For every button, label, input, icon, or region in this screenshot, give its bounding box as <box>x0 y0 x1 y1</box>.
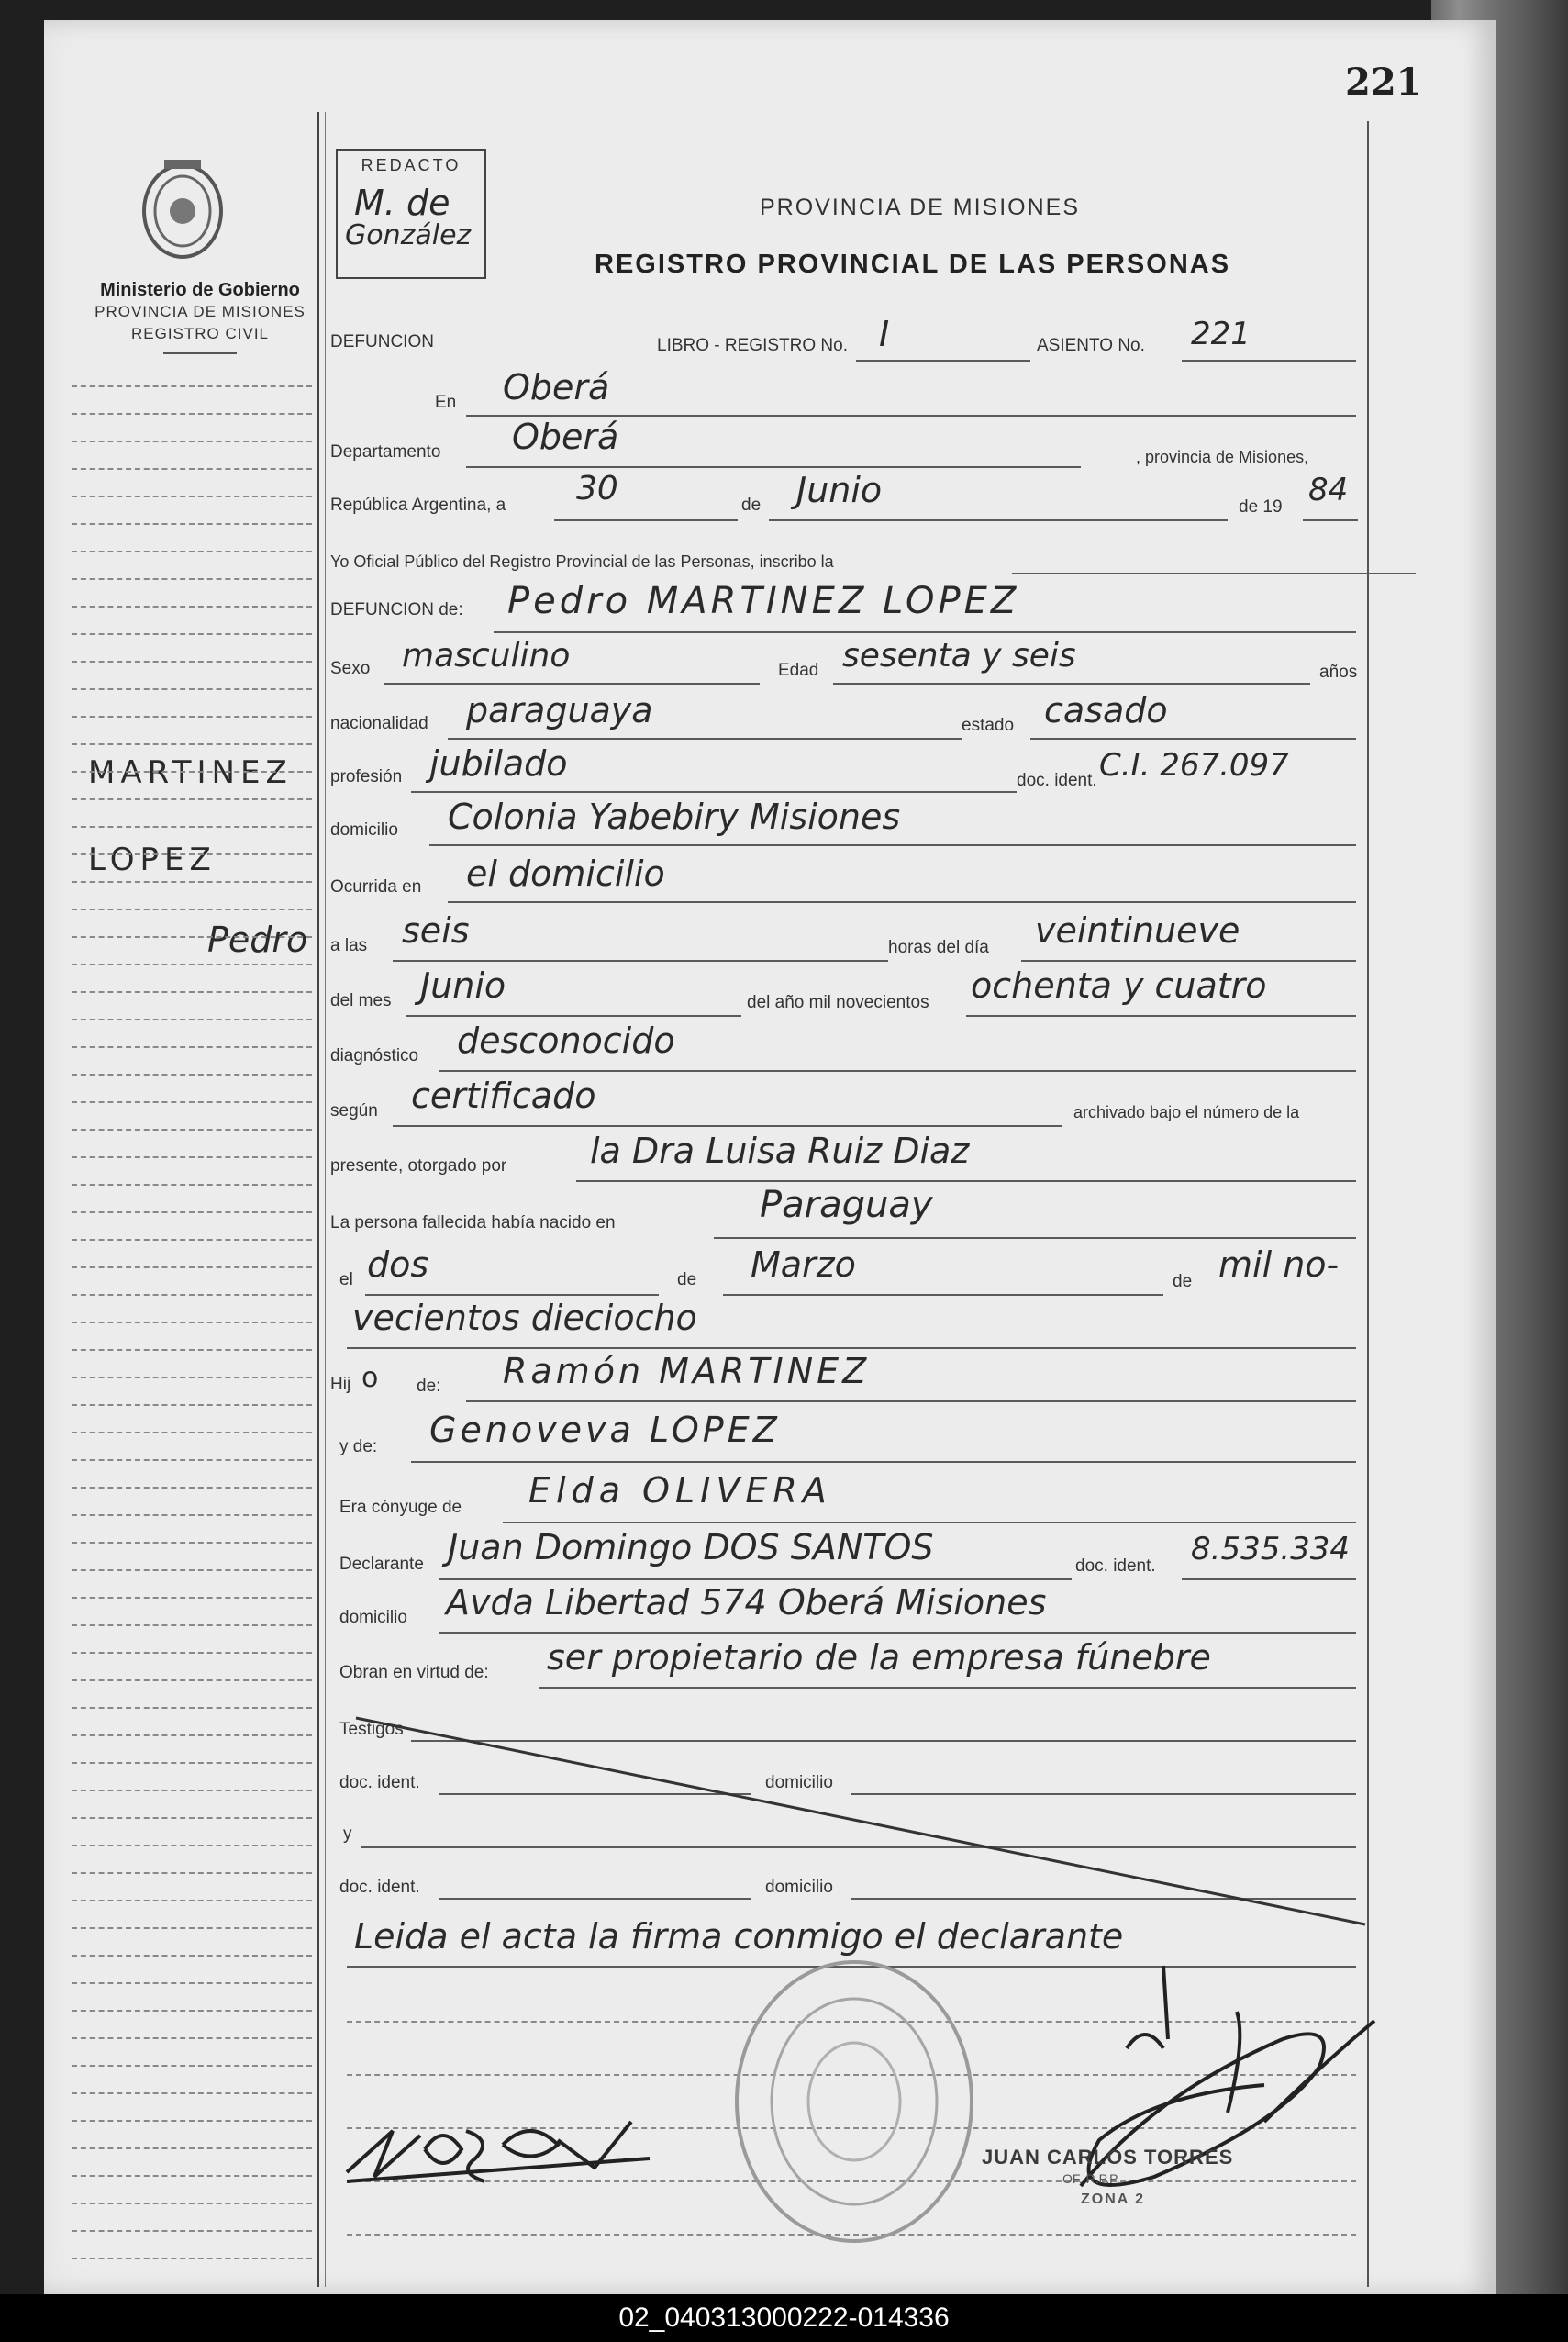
birth-de2-label: de <box>1173 1272 1193 1291</box>
ministry-province: PROVINCIA DE MISIONES <box>95 303 306 320</box>
ministry-block <box>62 279 338 354</box>
margin-rule <box>72 743 312 745</box>
hijo-de-label: de: <box>417 1377 441 1396</box>
deceased-value: Pedro MARTINEZ LOPEZ <box>507 580 1020 622</box>
obran-label: Obran en virtud de: <box>339 1663 489 1682</box>
asiento-label: ASIENTO No. <box>1037 336 1145 355</box>
domicilio-label: domicilio <box>330 820 398 840</box>
birth-year-value-1: mil no- <box>1218 1244 1340 1285</box>
yde-label: y de: <box>339 1437 378 1456</box>
decl-dom-label: domicilio <box>339 1608 407 1627</box>
margin-rule <box>72 1129 312 1131</box>
coat-of-arms-icon <box>132 154 233 264</box>
divider <box>163 352 237 354</box>
anomil-label: del año mil novecientos <box>747 993 929 1012</box>
margin-rule <box>72 771 312 773</box>
field-line <box>856 360 1030 362</box>
margin-rule <box>72 1101 312 1103</box>
margin-rule <box>72 1679 312 1681</box>
margin-rule <box>72 798 312 800</box>
declarante-label: Declarante <box>339 1555 424 1574</box>
conyuge-value: Elda OLIVERA <box>528 1470 832 1511</box>
field-line <box>384 683 760 685</box>
margin-rule <box>72 2065 312 2067</box>
father-value: Ramón MARTINEZ <box>503 1351 871 1391</box>
margin-rule <box>72 523 312 525</box>
field-line <box>966 1015 1356 1017</box>
alas-value: seis <box>402 910 470 951</box>
field-line <box>833 683 1310 685</box>
declarante-value: Juan Domingo DOS SANTOS <box>448 1527 934 1567</box>
departamento-label: Departamento <box>330 442 441 462</box>
field-line <box>406 1015 741 1017</box>
province-heading: PROVINCIA DE MISIONES <box>760 195 1081 220</box>
birth-day-value: dos <box>367 1244 429 1285</box>
margin-rule <box>72 1266 312 1268</box>
margin-surname-2: LOPEZ <box>88 842 217 878</box>
margin-vertical-rule <box>317 112 319 2287</box>
closing-value: Leida el acta la firma conmigo el declarante <box>354 1916 1124 1957</box>
testigos-label: Testigos <box>339 1720 404 1739</box>
margin-rule <box>72 991 312 993</box>
margin-surname-1: MARTINEZ <box>88 754 293 791</box>
y-label: y <box>343 1824 352 1844</box>
field-line <box>466 466 1081 468</box>
field-line <box>1030 738 1356 740</box>
t2-dom-label: domicilio <box>765 1878 833 1897</box>
field-line <box>439 1070 1356 1072</box>
redacto-value-2: González <box>345 219 472 251</box>
redacto-label: REDACTO <box>361 156 462 174</box>
presente-value: la Dra Luisa Ruiz Diaz <box>590 1131 970 1171</box>
t2-doc-label: doc. ident. <box>339 1878 420 1897</box>
field-line <box>393 1125 1062 1127</box>
margin-rule <box>72 385 312 387</box>
margin-rule <box>72 441 312 442</box>
margin-rule <box>72 1762 312 1764</box>
official-name-stamp: JUAN CARLOS TORRES <box>982 2146 1234 2169</box>
field-line <box>365 1294 659 1296</box>
margin-rule <box>72 1487 312 1489</box>
en-label: En <box>435 393 457 412</box>
margin-rule <box>72 688 312 690</box>
decl-doc-value: 8.535.334 <box>1191 1531 1351 1567</box>
republica-label: República Argentina, a <box>330 496 506 515</box>
declarant-signature <box>338 2094 668 2195</box>
profesion-value: jubilado <box>429 743 568 784</box>
horas-value: veintinueve <box>1035 910 1240 951</box>
margin-rule <box>72 1211 312 1213</box>
field-line <box>429 844 1356 846</box>
ocurrida-label: Ocurrida en <box>330 877 422 897</box>
doc-ident-value: C.I. 267.097 <box>1099 747 1289 784</box>
presente-label: presente, otorgado por <box>330 1156 507 1176</box>
margin-rule <box>72 2203 312 2204</box>
margin-rule <box>72 1597 312 1599</box>
margin-rule <box>72 1955 312 1957</box>
segun-label: según <box>330 1101 378 1121</box>
page-number: 221 <box>1345 61 1422 104</box>
hijo-suffix: o <box>361 1362 379 1394</box>
field-line <box>439 1578 1072 1580</box>
margin-rule <box>72 2092 312 2094</box>
ministry-registro: REGISTRO CIVIL <box>130 325 270 342</box>
margin-rule <box>72 1542 312 1544</box>
margin-rule <box>72 936 312 938</box>
field-line <box>723 1294 1163 1296</box>
field-line <box>554 519 738 521</box>
year-value: 84 <box>1308 472 1349 508</box>
margin-rule <box>72 1817 312 1819</box>
margin-rule <box>72 2037 312 2039</box>
margin-rule <box>72 1514 312 1516</box>
nacido-value: Paraguay <box>760 1184 933 1226</box>
margin-rule <box>72 1019 312 1020</box>
margin-vertical-rule-inner <box>325 112 326 2287</box>
margin-rule <box>72 1459 312 1461</box>
archivado-label: archivado bajo el número de la <box>1073 1103 1300 1121</box>
edad-value: sesenta y seis <box>842 637 1076 675</box>
margin-rule <box>72 2120 312 2122</box>
el-label: el <box>339 1270 353 1289</box>
field-line <box>411 791 1017 793</box>
margin-rule <box>72 1046 312 1048</box>
margin-rule <box>72 661 312 663</box>
margin-given-name: Pedro <box>207 920 308 960</box>
margin-rule <box>72 853 312 855</box>
margin-rule <box>72 1624 312 1626</box>
margin-rule <box>72 1900 312 1901</box>
anos-label: años <box>1319 663 1358 682</box>
edad-label: Edad <box>778 661 819 680</box>
field-line <box>539 1687 1356 1689</box>
field-line <box>576 1180 1356 1182</box>
field-line <box>1021 960 1356 962</box>
margin-rule <box>72 909 312 910</box>
margin-rule <box>72 716 312 718</box>
margin-rule <box>72 964 312 965</box>
redacto-box <box>336 149 486 279</box>
margin-rule <box>72 606 312 608</box>
margin-rule <box>72 1156 312 1158</box>
field-line <box>1182 1578 1356 1580</box>
margin-rule <box>72 1734 312 1736</box>
libro-label: LIBRO - REGISTRO No. <box>657 336 848 355</box>
field-line <box>714 1237 1356 1239</box>
margin-rule <box>72 1377 312 1378</box>
field-line <box>1182 360 1356 362</box>
margin-rule <box>72 496 312 497</box>
departamento-value: Oberá <box>512 417 619 457</box>
alas-label: a las <box>330 936 368 955</box>
delmes-label: del mes <box>330 991 392 1010</box>
field-line <box>411 1461 1356 1463</box>
field-line <box>347 1347 1356 1349</box>
estado-label: estado <box>962 716 1015 735</box>
sexo-value: masculino <box>402 637 571 675</box>
ministry-name: Ministerio de Gobierno <box>100 280 300 300</box>
official-title-stamp: OF. R.P.P. <box>1062 2171 1120 2186</box>
margin-rule <box>72 2175 312 2177</box>
margin-rule <box>72 1927 312 1929</box>
field-line <box>1303 519 1358 521</box>
t-doc-label: doc. ident. <box>339 1773 420 1792</box>
estado-value: casado <box>1044 690 1168 730</box>
margin-rule <box>72 1982 312 1984</box>
margin-rule <box>72 1845 312 1846</box>
margin-rule <box>72 1432 312 1433</box>
register-page <box>44 20 1496 2294</box>
margin-rule <box>72 1239 312 1241</box>
diagnostico-value: desconocido <box>457 1020 675 1061</box>
month-value: Junio <box>796 470 883 510</box>
defuncion-de-label: DEFUNCION de: <box>330 600 463 619</box>
year-label: de 19 <box>1239 497 1283 517</box>
en-value: Oberá <box>503 367 610 407</box>
field-line <box>503 1522 1356 1523</box>
domicilio-value: Colonia Yabebiry Misiones <box>448 797 901 837</box>
day-value: 30 <box>576 470 618 507</box>
margin-rule <box>72 881 312 883</box>
field-line <box>494 631 1356 633</box>
libro-value: I <box>879 314 890 354</box>
nacionalidad-value: paraguaya <box>466 690 653 730</box>
field-line <box>393 960 888 962</box>
sexo-label: Sexo <box>330 659 371 678</box>
nacionalidad-label: nacionalidad <box>330 714 428 733</box>
decl-doc-label: doc. ident. <box>1075 1556 1156 1576</box>
image-id-footer: 02_040313000222-014336 <box>0 2294 1568 2342</box>
margin-rule <box>72 826 312 828</box>
birth-month-value: Marzo <box>751 1244 856 1285</box>
delmes-value: Junio <box>420 965 506 1006</box>
asiento-value: 221 <box>1191 316 1251 352</box>
field-line <box>466 1400 1356 1402</box>
field-line <box>769 519 1228 521</box>
margin-rule <box>72 1872 312 1874</box>
mother-value: Genoveva LOPEZ <box>429 1410 781 1450</box>
field-line <box>448 738 962 740</box>
margin-rule <box>72 633 312 635</box>
birth-year-value-2: vecientos dieciocho <box>352 1298 697 1338</box>
margin-rule <box>72 1184 312 1186</box>
registry-heading: REGISTRO PROVINCIAL DE LAS PERSONAS <box>595 250 1231 279</box>
margin-rule <box>72 1569 312 1571</box>
margin-rule <box>72 1707 312 1709</box>
decl-dom-value: Avda Libertad 574 Oberá Misiones <box>446 1582 1047 1623</box>
margin-rule <box>72 2010 312 2012</box>
margin-rule <box>72 2230 312 2232</box>
nacido-label: La persona fallecida había nacido en <box>330 1213 616 1232</box>
conyuge-label: Era cónyuge de <box>339 1498 462 1517</box>
obran-value: ser propietario de la empresa fúnebre <box>547 1637 1211 1678</box>
redacto-value-1: M. de <box>354 183 450 223</box>
margin-rule <box>72 1074 312 1076</box>
cancel-diagonal-line <box>347 1700 1374 1938</box>
ocurrida-value: el domicilio <box>466 853 665 894</box>
t-dom-label: domicilio <box>765 1773 833 1792</box>
doc-ident-label: doc. ident. <box>1017 771 1097 790</box>
birth-de-label: de <box>677 1270 697 1289</box>
margin-rule <box>72 1294 312 1296</box>
horas-label: horas del día <box>888 938 989 957</box>
margin-rule <box>72 1349 312 1351</box>
margin-rule <box>72 1322 312 1323</box>
margin-rule <box>72 1404 312 1406</box>
provincia-label: , provincia de Misiones, <box>1136 448 1309 466</box>
field-line <box>1012 573 1416 574</box>
de-label: de <box>741 496 762 515</box>
field-line <box>439 1632 1356 1634</box>
margin-rule <box>72 468 312 470</box>
field-line <box>448 901 1356 903</box>
margin-rule <box>72 413 312 415</box>
margin-rule <box>72 578 312 580</box>
round-seal-stamp <box>730 1955 978 2248</box>
hijo-label: Hij <box>330 1375 351 1394</box>
official-zone-stamp: ZONA 2 <box>1081 2191 1146 2207</box>
defuncion-heading: DEFUNCION <box>330 332 434 351</box>
anomil-value: ochenta y cuatro <box>971 965 1267 1006</box>
oficial-text: Yo Oficial Público del Registro Provincial de las Personas, inscribo la <box>330 552 834 571</box>
diagnostico-label: diagnóstico <box>330 1046 419 1065</box>
segun-value: certificado <box>411 1076 596 1116</box>
profesion-label: profesión <box>330 767 403 786</box>
margin-rule <box>72 1652 312 1654</box>
margin-rule <box>72 2258 312 2259</box>
margin-rule <box>72 551 312 552</box>
margin-rule <box>72 2147 312 2149</box>
margin-rule <box>72 1790 312 1791</box>
